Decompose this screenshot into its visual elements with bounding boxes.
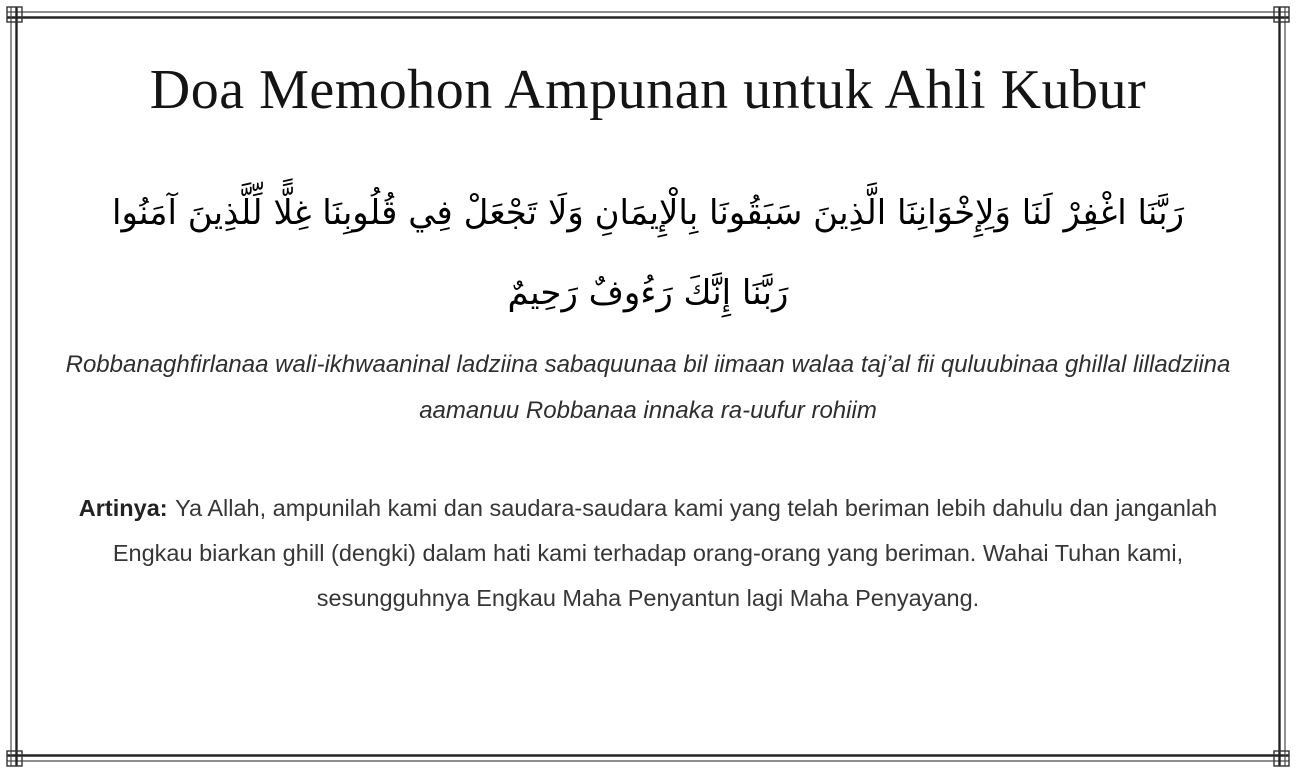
- arabic-verse-line-1: رَبَّنَا اغْفِرْ لَنَا وَلِإِخْوَانِنَا الَّذِينَ سَبَقُونَا بِالْإِيمَانِ وَلَا تَجْعَلْ فِي قُلُوبِنَا غِلًّا لِّلَّذِينَ آمَنُوا: [112, 192, 1184, 233]
- translation-label: Artinya:: [78, 494, 168, 521]
- page-title: Doa Memohon Ampunan untuk Ahli Kubur: [149, 59, 1147, 121]
- arabic-verse-line-2: رَبَّنَا إِنَّكَ رَءُوفٌ رَحِيمٌ: [507, 272, 789, 313]
- translation-paragraph: [56, 486, 1241, 621]
- arabic-verse-block: [40, 174, 1256, 328]
- translation-text: Ya Allah, ampunilah kami dan saudara-saudara kami yang telah beriman lebih dahulu dan janganlah Engkau biarkan ghill (dengki) dalam hati kami terhadap orang-orang yang beriman. Wahai Tuhan kami, sesungguhnya Engkau Maha Penyantun lagi Maha Penyayang.: [112, 494, 1218, 611]
- transliteration-text: Robbanaghfirlanaa wali-ikhwaaninal ladziina sabaquunaa bil iimaan walaa taj’al fii quluubinaa ghillal lilladziina aamanuu Robbanaa innaka ra-uufur rohiim: [65, 350, 1231, 424]
